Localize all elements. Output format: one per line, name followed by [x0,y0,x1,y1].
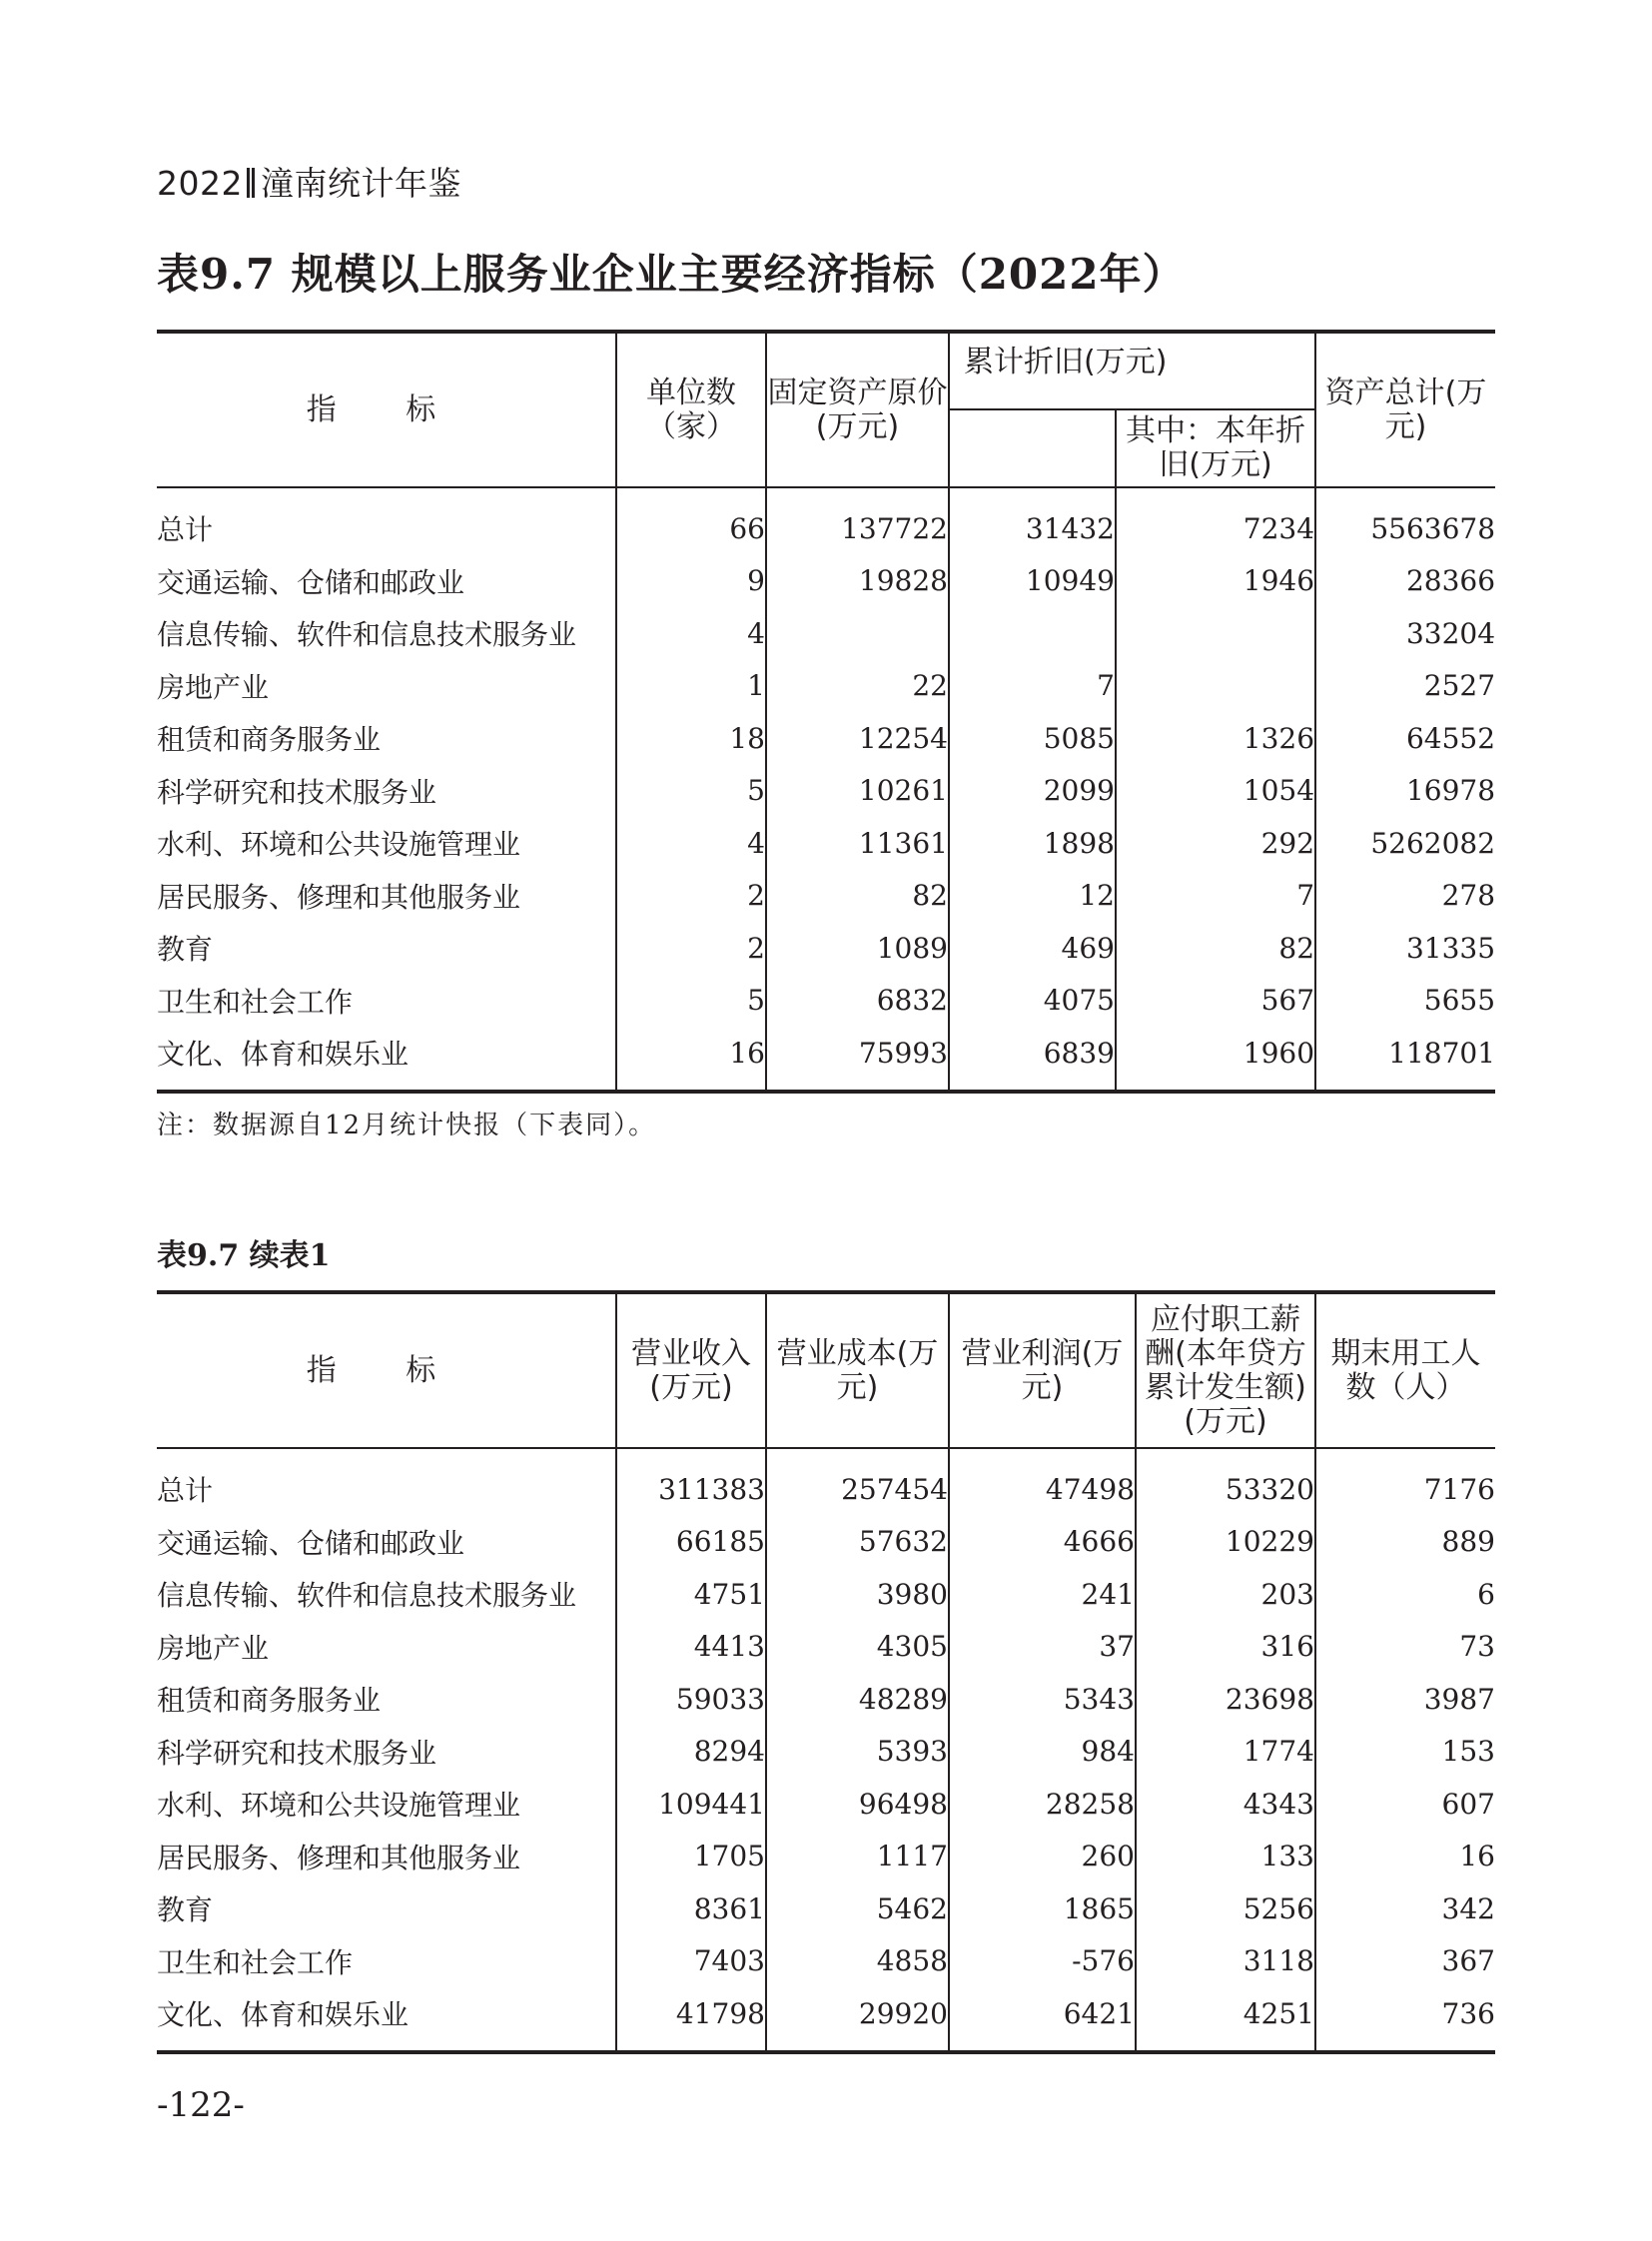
table-cell: 316 [1136,1621,1315,1674]
header-total-assets: 资产总计(万元) [1315,332,1495,487]
table-row [157,1027,1495,1092]
table-cell: 5655 [1315,975,1495,1028]
table-cell: 5262082 [1315,817,1495,870]
continued-table-title: 表9.7 续表1 [157,1238,331,1273]
row-name: 房地产业 [157,670,270,704]
table-cell: 10229 [1136,1516,1315,1569]
table-cell: 4666 [949,1516,1136,1569]
table-cell: 4858 [766,1935,949,1988]
header-employees: 期末用工人数（人） [1315,1292,1495,1448]
yearbook-year: 2022 [157,164,243,203]
table-row [157,817,1495,870]
table-cell: 5 [616,765,766,818]
table-cell: 11361 [766,817,949,870]
yearbook-name: 潼南统计年鉴 [260,164,461,203]
table-cell: 66 [616,487,766,555]
table-row [157,1935,1495,1988]
table-cell: 2 [616,922,766,975]
table-row [157,765,1495,818]
table-cell: 16978 [1315,765,1495,818]
table-cell: 1 [616,660,766,713]
table-cell: 1117 [766,1831,949,1883]
table-cell: 19828 [766,555,949,608]
row-name: 文化、体育和娱乐业 [157,1027,616,1092]
table-cell: 7 [949,660,1116,713]
table-cell: 567 [1116,975,1315,1028]
table-cell: 342 [1315,1882,1495,1935]
table-cell: 23698 [1136,1673,1315,1726]
table-cell: 82 [1116,922,1315,975]
table-row [157,922,1495,975]
header-current-depreciation: 其中：本年折旧(万元) [1116,409,1315,487]
table-cell: 10949 [949,555,1116,608]
row-name: 交通运输、仓储和邮政业 [157,1526,465,1560]
table-cell: 16 [616,1027,766,1092]
table-cell: 12254 [766,712,949,765]
table-cell: 10261 [766,765,949,818]
table-cell: 257454 [766,1448,949,1516]
row-name: 教育 [157,1893,214,1927]
table-cell: 48289 [766,1673,949,1726]
page-number: -122- [157,2085,245,2125]
table-row [157,1516,1495,1569]
header-depreciation: 累计折旧(万元) [949,332,1315,409]
header-fixed-assets: 固定资产原价(万元) [766,332,949,487]
table-cell: 137722 [766,487,949,555]
table-cell: 4075 [949,975,1116,1028]
table-cell: 153 [1315,1726,1495,1779]
row-name: 租赁和商务服务业 [157,723,382,757]
table-cell: 2 [616,870,766,923]
table-cell: 82 [766,870,949,923]
table-cell: 203 [1136,1568,1315,1621]
table-cell: 5085 [949,712,1116,765]
header-revenue: 营业收入(万元) [616,1292,766,1448]
table-row [157,1673,1495,1726]
table-row [157,555,1495,608]
table-cell: 96498 [766,1778,949,1831]
table-cell: 292 [1116,817,1315,870]
table-cell: 37 [949,1621,1136,1674]
table-cell: 59033 [616,1673,766,1726]
table-cell: 7234 [1116,487,1315,555]
table-cell: 984 [949,1726,1136,1779]
table-cell: 8361 [616,1882,766,1935]
table-row [157,870,1495,923]
table-cell: 7176 [1315,1448,1495,1516]
table-row [157,607,1495,660]
table-cell: 7403 [616,1935,766,1988]
row-name: 房地产业 [157,1631,270,1665]
table-cell [1116,660,1315,713]
row-name: 文化、体育和娱乐业 [157,1987,616,2052]
header-separator [247,168,255,198]
row-name: 卫生和社会工作 [157,1945,354,1979]
table-cell [949,607,1116,660]
table2-body [157,1448,1495,2052]
table-row [157,1726,1495,1779]
main-indicators-table [157,330,1495,1094]
table-cell: 736 [1315,1987,1495,2052]
table-row [157,1568,1495,1621]
table-cell: 3980 [766,1568,949,1621]
table-cell: 6421 [949,1987,1136,2052]
table-cell: 1054 [1116,765,1315,818]
table-cell: 73 [1315,1621,1495,1674]
table-cell: 33204 [1315,607,1495,660]
table-cell: 22 [766,660,949,713]
table-cell: 4305 [766,1621,949,1674]
table-cell: 311383 [616,1448,766,1516]
table1-body [157,487,1495,1092]
table-cell: 18 [616,712,766,765]
table-cell: 1960 [1116,1027,1315,1092]
table-cell: 75993 [766,1027,949,1092]
table-cell: 29920 [766,1987,949,2052]
table-row [157,975,1495,1028]
table-cell: 57632 [766,1516,949,1569]
table-row [157,1621,1495,1674]
table-cell: 3987 [1315,1673,1495,1726]
table-cell: -576 [949,1935,1136,1988]
header-depreciation-spacer [949,409,1116,487]
header-cost: 营业成本(万元) [766,1292,949,1448]
table-row [157,487,1495,555]
table-cell: 53320 [1136,1448,1315,1516]
table-cell: 1865 [949,1882,1136,1935]
header-profit: 营业利润(万元) [949,1292,1136,1448]
header-indicator: 指 标 [157,1292,616,1448]
table-cell: 5343 [949,1673,1136,1726]
table-cell: 133 [1136,1831,1315,1883]
table-cell: 5563678 [1315,487,1495,555]
table-row [157,1831,1495,1883]
header-payroll: 应付职工薪酬(本年贷方累计发生额)(万元) [1136,1292,1315,1448]
table-cell: 4343 [1136,1778,1315,1831]
table-cell: 6832 [766,975,949,1028]
table-cell: 1326 [1116,712,1315,765]
table-cell: 16 [1315,1831,1495,1883]
table-cell: 1089 [766,922,949,975]
table-cell: 8294 [616,1726,766,1779]
table-cell: 31335 [1315,922,1495,975]
table-cell: 2527 [1315,660,1495,713]
table-cell: 1774 [1136,1726,1315,1779]
table-row [157,1882,1495,1935]
table-cell: 260 [949,1831,1136,1883]
table-cell: 607 [1315,1778,1495,1831]
table-cell: 6839 [949,1027,1116,1092]
table-cell: 4413 [616,1621,766,1674]
table-cell: 7 [1116,870,1315,923]
table-cell: 5 [616,975,766,1028]
table-cell: 5462 [766,1882,949,1935]
table-cell [766,607,949,660]
table-cell: 109441 [616,1778,766,1831]
table-cell: 4751 [616,1568,766,1621]
table-cell: 28258 [949,1778,1136,1831]
table-cell: 41798 [616,1987,766,2052]
row-name: 科学研究和技术服务业 [157,775,437,809]
table-cell: 31432 [949,487,1116,555]
table-note: 注：数据源自12月统计快报（下表同）。 [157,1111,657,1140]
row-name: 居民服务、修理和其他服务业 [157,1841,521,1874]
table-cell: 66185 [616,1516,766,1569]
table-cell: 278 [1315,870,1495,923]
running-header [157,158,461,205]
row-name: 水利、环境和公共设施管理业 [157,828,521,862]
table-cell: 12 [949,870,1116,923]
table-cell: 64552 [1315,712,1495,765]
table-row [157,660,1495,713]
table-title: 表9.7 规模以上服务业企业主要经济指标（2022年） [157,250,1186,299]
table-cell: 6 [1315,1568,1495,1621]
table-row [157,1448,1495,1516]
table-cell [1116,607,1315,660]
row-name: 总计 [157,513,214,547]
table-cell: 1946 [1116,555,1315,608]
row-name: 水利、环境和公共设施管理业 [157,1789,521,1823]
continued-indicators-table [157,1290,1495,2054]
table-cell: 1898 [949,817,1116,870]
table-cell: 367 [1315,1935,1495,1988]
table-row [157,1778,1495,1831]
table-cell: 5256 [1136,1882,1315,1935]
table-cell: 469 [949,922,1116,975]
table-cell: 4 [616,817,766,870]
row-name: 交通运输、仓储和邮政业 [157,565,465,599]
table-cell: 3118 [1136,1935,1315,1988]
table-cell: 2099 [949,765,1116,818]
row-name: 科学研究和技术服务业 [157,1736,437,1770]
row-name: 卫生和社会工作 [157,985,354,1019]
row-name: 信息传输、软件和信息技术服务业 [157,618,577,652]
table-row [157,712,1495,765]
table-cell: 1705 [616,1831,766,1883]
table-cell: 28366 [1315,555,1495,608]
row-name: 租赁和商务服务业 [157,1684,382,1718]
row-name: 总计 [157,1474,214,1508]
table-cell: 118701 [1315,1027,1495,1092]
row-name: 居民服务、修理和其他服务业 [157,880,521,914]
table-cell: 47498 [949,1448,1136,1516]
table-cell: 889 [1315,1516,1495,1569]
table-row [157,1987,1495,2052]
row-name: 教育 [157,933,214,967]
header-indicator: 指 标 [157,332,616,487]
table-cell: 241 [949,1568,1136,1621]
table-cell: 4251 [1136,1987,1315,2052]
row-name: 信息传输、软件和信息技术服务业 [157,1579,577,1613]
table-cell: 5393 [766,1726,949,1779]
header-units: 单位数（家） [616,332,766,487]
table-cell: 9 [616,555,766,608]
table-cell: 4 [616,607,766,660]
